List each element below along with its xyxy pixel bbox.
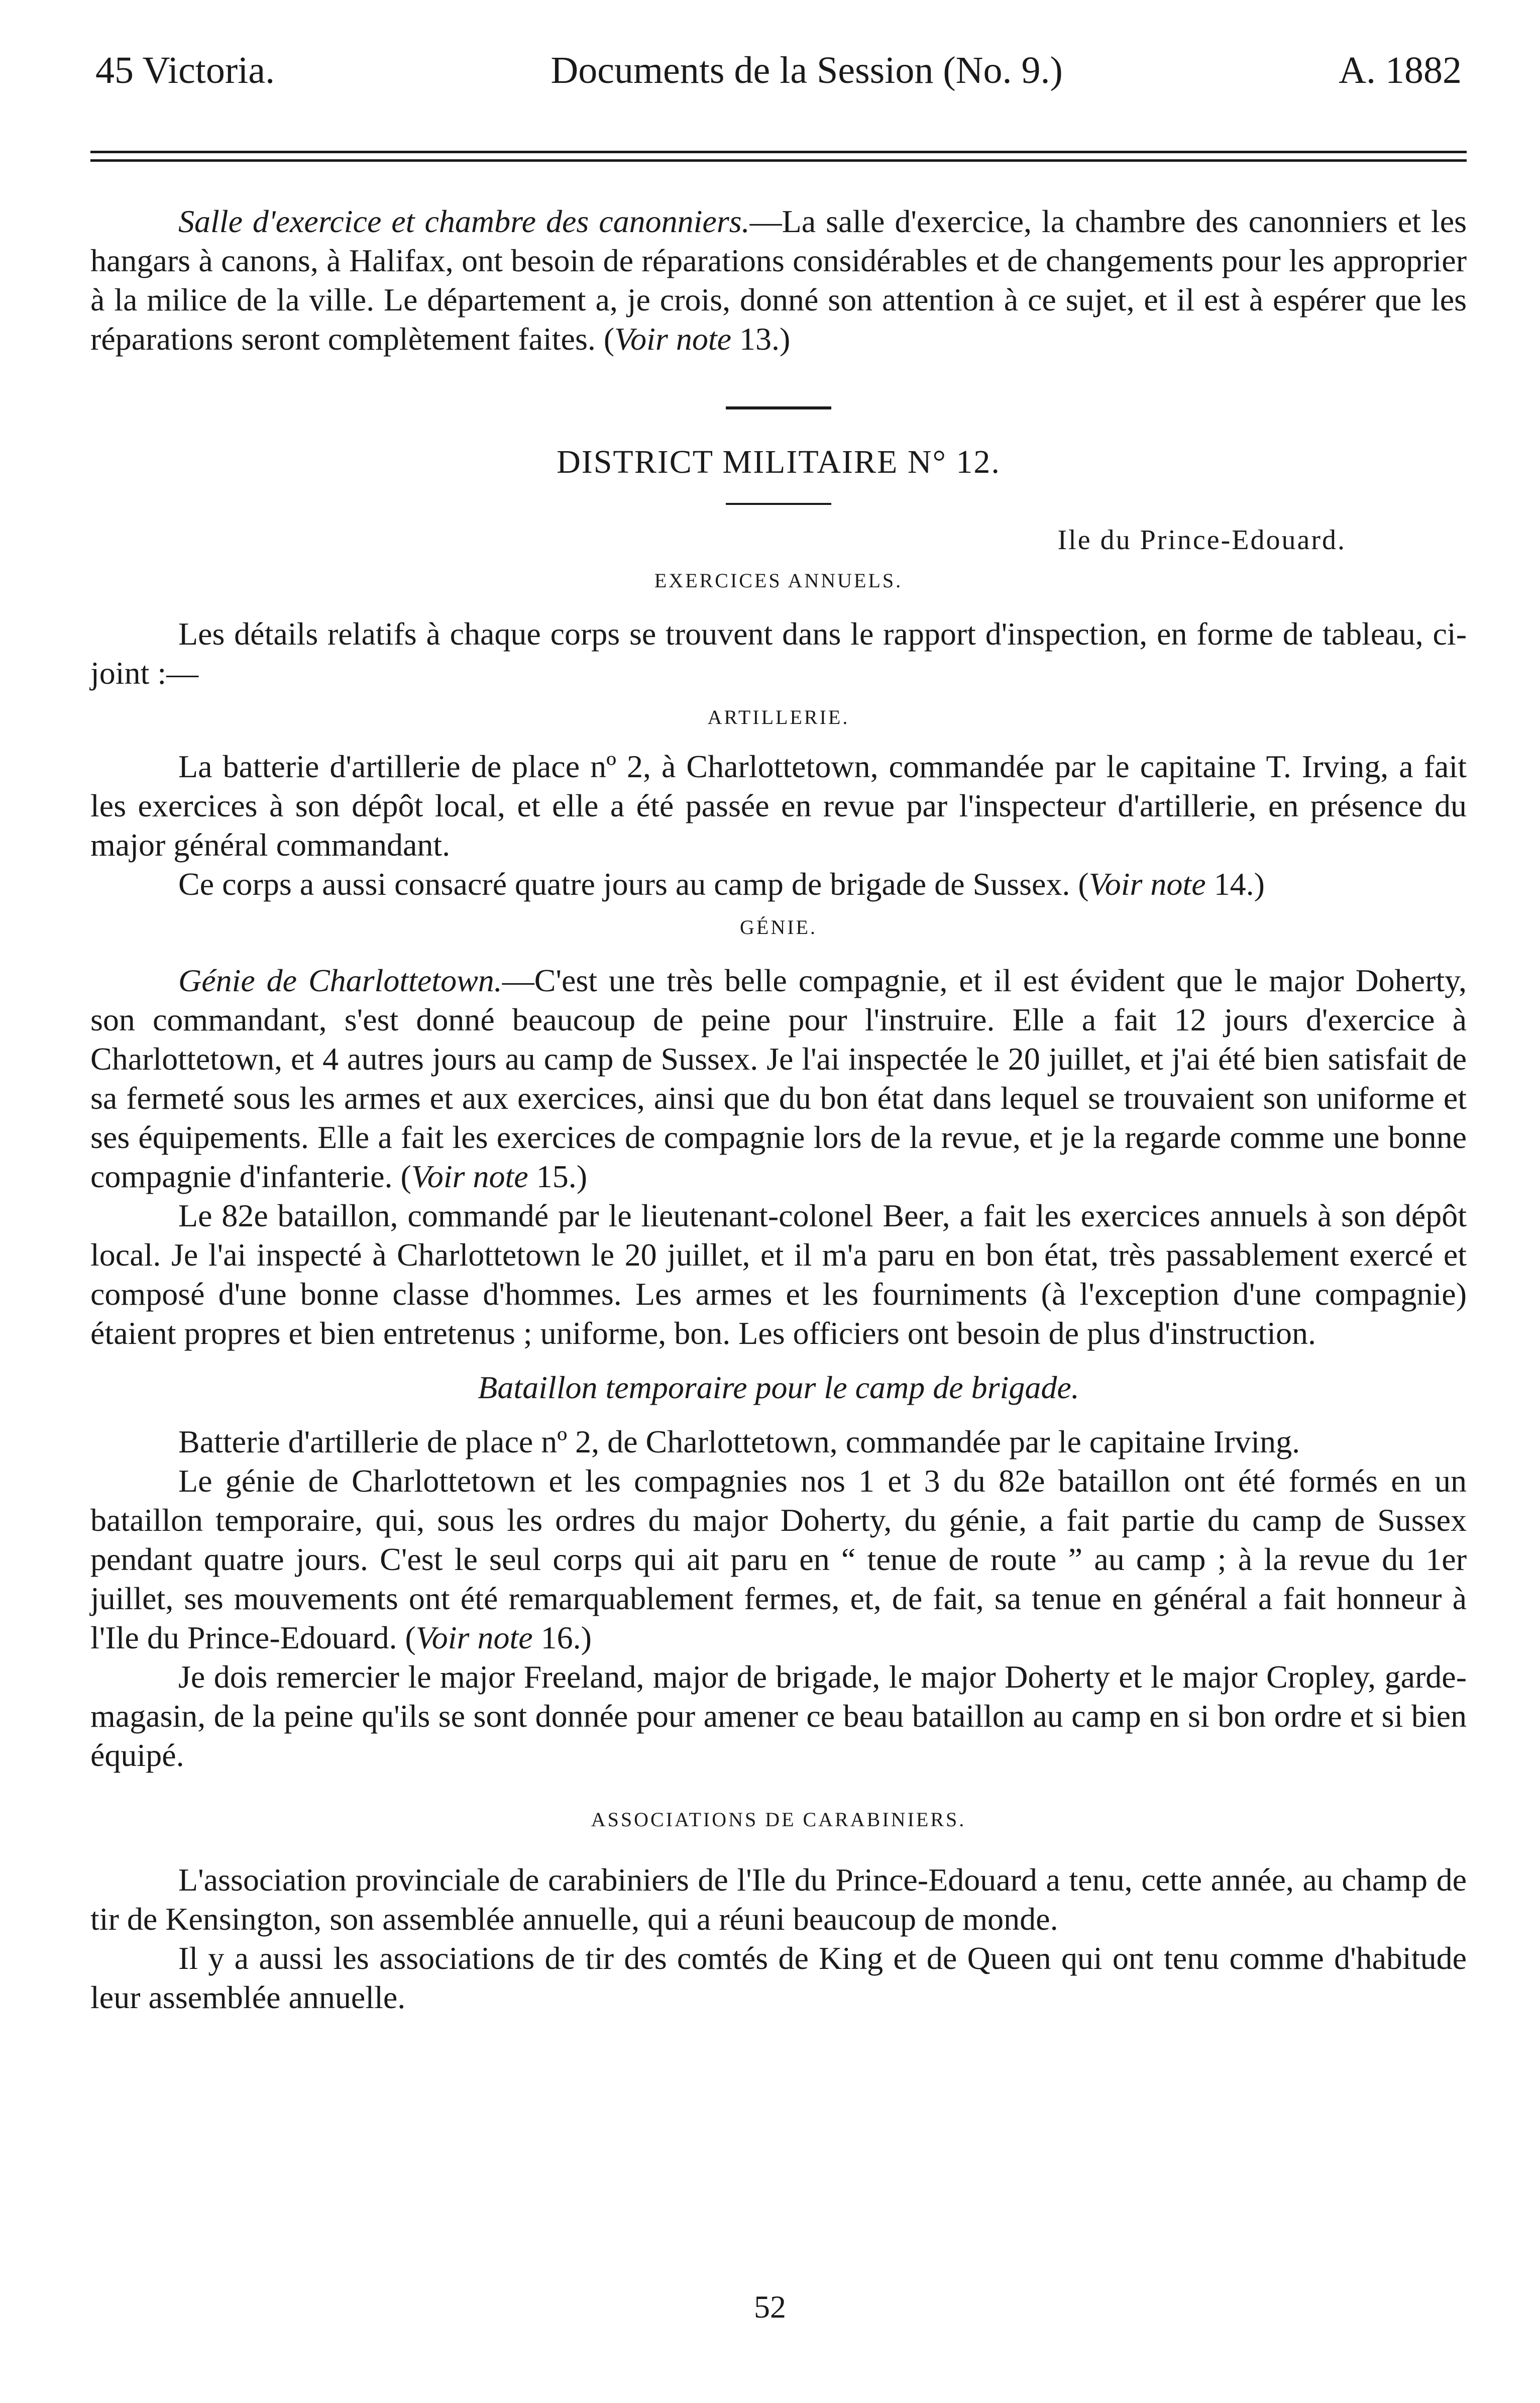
exercices-heading: EXERCICES ANNUELS.	[654, 569, 903, 592]
district-title: DISTRICT MILITAIRE N° 12.	[557, 444, 1001, 480]
bataillon-heading: Bataillon temporaire pour le camp de brigade.	[478, 1370, 1079, 1405]
associations-heading: ASSOCIATIONS DE CARABINIERS.	[591, 1808, 966, 1831]
header-double-rule	[90, 151, 1467, 162]
district-divider	[726, 503, 831, 505]
intro-title: Salle d'exercice et chambre des canonniers.	[178, 203, 750, 239]
intro-paragraph	[90, 202, 1467, 359]
bataillon-paragraph-2: Le génie de Charlottetown et les compagnies nos 1 et 3 du 82e bataillon ont été formés en un bataillon temporaire, qui, sous les ordres du major Doherty, du génie, a fait partie du camp de Sussex pendant quatre jours. C'est le seul corps qui ait paru en “ tenue de route ” au camp ; à la revue du 1er juillet, ses mouvements ont été remarquablement fermes, et, de fait, sa tenue en général a fait honneur à l'Ile du Prince-Edouard. (Voir note 16.)	[90, 1463, 1467, 1655]
document-page	[90, 45, 1467, 2017]
genie-paragraph-1: Génie de Charlottetown.—C'est une très belle compagnie, et il est évident que le major Doherty, son commandant, s'est donné beaucoup de peine pour l'instruire. Elle a fait 12 jours d'exercice à Charlottetown, et 4 autres jours au camp de Sussex. Je l'ai inspectée le 20 juillet, et j'ai été bien satisfait de sa fermeté sous les armes et aux exercices, ainsi que du bon état dans lequel se trouvaient son uniforme et ses équipements. Elle a fait les exercices de compagnie lors de la revue, et je la regarde comme une bonne compagnie d'infanterie. (Voir note 15.)	[90, 963, 1467, 1194]
section-divider	[726, 406, 831, 409]
artillerie-paragraph-1: La batterie d'artillerie de place nº 2, à Charlottetown, commandée par le capitaine T. Irving, a fait les exercices à son dépôt local, et elle a été passée en revue par l'inspecteur d'artillerie, en présence du major général commandant.	[90, 749, 1467, 863]
artillerie-paragraph-2: Ce corps a aussi consacré quatre jours au camp de brigade de Sussex. (Voir note 14.)	[178, 866, 1265, 902]
intro-body: —La salle d'exercice, la chambre des canonniers et les hangars à canons, à Halifax, ont besoin de réparations considérables et de changements pour les approprier à la milice de la ville. Le département a, je crois, donné son attention à ce sujet, et il est à espérer que les réparations seront complètement faites. (	[90, 203, 1467, 357]
running-header	[90, 45, 1467, 95]
page-number: 52	[754, 2289, 786, 2325]
genie-title: Génie de Charlottetown.	[178, 963, 502, 998]
associations-paragraph-1: L'association provinciale de carabiniers de l'Ile du Prince-Edouard a tenu, cette année, au champ de tir de Kensington, son assemblée annuelle, qui a réuni beaucoup de monde.	[90, 1862, 1467, 1937]
header-right: A. 1882	[1339, 49, 1462, 91]
intro-note-end: 13.)	[731, 321, 791, 357]
bataillon-paragraph-1: Batterie d'artillerie de place nº 2, de Charlottetown, commandée par le capitaine Irving.	[178, 1424, 1300, 1459]
genie-paragraph-2: Le 82e bataillon, commandé par le lieutenant-colonel Beer, a fait les exercices annuels à son dépôt local. Je l'ai inspecté à Charlottetown le 20 juillet, et il m'a paru en bon état, très passablement exercé et composé d'une bonne classe d'hommes. Les armes et les fourniments (à l'exception d'une compagnie) étaient propres et bien entretenus ; uniforme, bon. Les officiers ont besoin de plus d'instruction.	[90, 1198, 1467, 1351]
intro-note-label: Voir note	[614, 321, 732, 357]
associations-paragraph-2: Il y a aussi les associations de tir des comtés de King et de Queen qui ont tenu comme d'habitude leur assemblée annuelle.	[90, 1940, 1467, 2015]
exercices-paragraph: Les détails relatifs à chaque corps se trouvent dans le rapport d'inspection, en forme de tableau, ci-joint :—	[90, 616, 1467, 691]
header-left: 45 Victoria.	[95, 49, 275, 91]
artillerie-heading: ARTILLERIE.	[707, 706, 850, 728]
island-subtitle: Ile du Prince-Edouard.	[1057, 525, 1346, 556]
bataillon-paragraph-3: Je dois remercier le major Freeland, major de brigade, le major Doherty et le major Cropley, garde-magasin, de la peine qu'ils se sont donnée pour amener ce beau bataillon au camp en si bon ordre et si bien équipé.	[90, 1659, 1467, 1773]
header-center: Documents de la Session (No. 9.)	[551, 49, 1063, 91]
genie-heading: GÉNIE.	[740, 916, 817, 938]
